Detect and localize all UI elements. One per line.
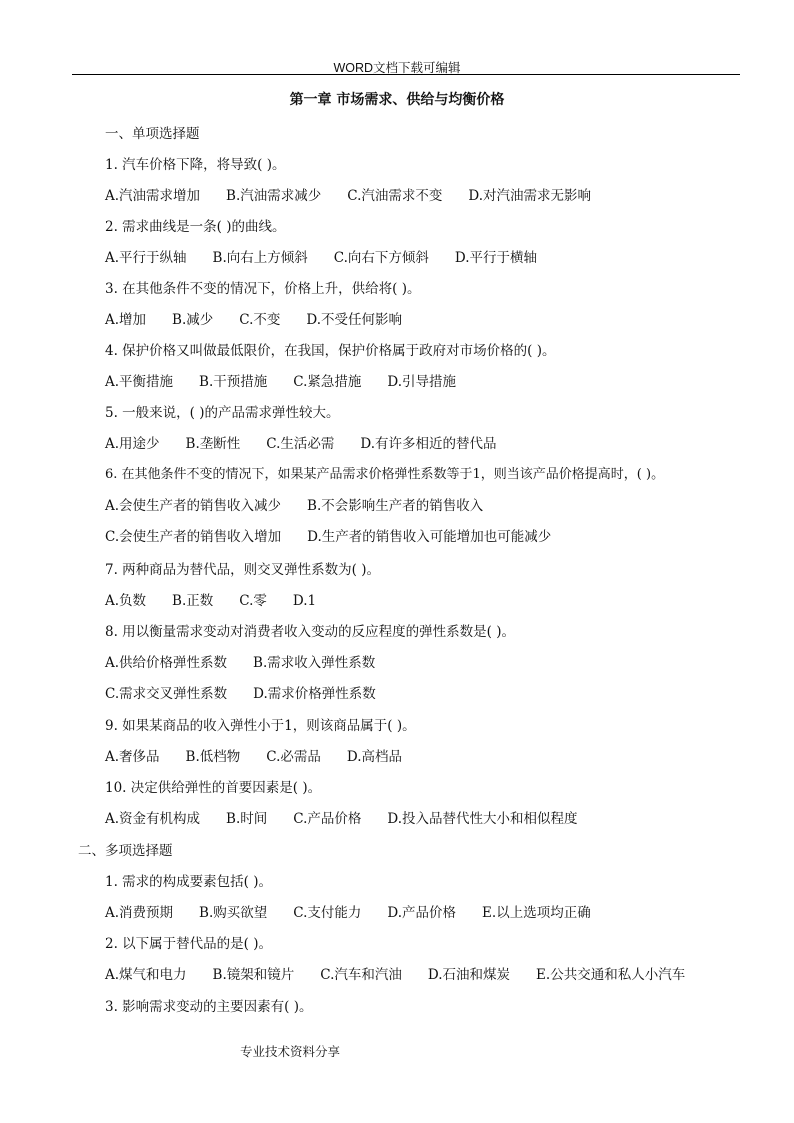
options-row (105, 592, 316, 610)
option: E.公共交通和私人小汽车 (536, 967, 686, 983)
option: D.投入品替代性大小和相似程度 (387, 811, 578, 827)
option: B.低档物 (185, 749, 241, 765)
option: C.产品价格 (293, 811, 362, 827)
option: D.1 (292, 593, 317, 609)
option: B.不会影响生产者的销售收入 (307, 498, 484, 514)
option: A.会使生产者的销售收入减少 (105, 498, 282, 514)
option: D.需求价格弹性系数 (253, 686, 376, 702)
option: A.消费预期 (105, 905, 174, 921)
question-text: 1. 需求的构成要素包括( )。 (105, 874, 272, 890)
option: C.汽油需求不变 (347, 188, 443, 204)
option: E.以上选项均正确 (482, 905, 591, 921)
options-row (105, 249, 537, 267)
question-text: 3. 在其他条件不变的情况下，价格上升，供给将( )。 (105, 281, 421, 297)
option: C.会使生产者的销售收入增加 (105, 529, 282, 545)
options-row (105, 654, 375, 672)
question-text: 3. 影响需求变动的主要因素有( )。 (105, 999, 313, 1015)
option: B.汽油需求减少 (226, 188, 322, 204)
options-row (105, 810, 578, 828)
option: A.奢侈品 (105, 749, 160, 765)
option: A.增加 (105, 312, 147, 328)
section1-heading: 一、单项选择题 (105, 126, 200, 142)
header-rule (72, 74, 740, 75)
option: D.有许多相近的替代品 (360, 436, 497, 452)
option: D.产品价格 (387, 905, 457, 921)
options-row (105, 748, 402, 766)
option: A.煤气和电力 (105, 967, 187, 983)
option: A.平行于纵轴 (105, 250, 187, 266)
option: C.支付能力 (293, 905, 362, 921)
option: D.不受任何影响 (306, 312, 403, 328)
options-row (105, 966, 685, 984)
question-text: 4. 保护价格又叫做最低限价，在我国，保护价格属于政府对市场价格的( )。 (105, 343, 556, 359)
option: A.用途少 (105, 436, 160, 452)
option: B.向右上方倾斜 (212, 250, 308, 266)
option: B.镜架和镜片 (212, 967, 295, 983)
option: C.向右下方倾斜 (333, 250, 429, 266)
option: C.需求交叉弹性系数 (105, 686, 228, 702)
options-row (105, 904, 591, 922)
option: C.紧急措施 (293, 374, 362, 390)
question-text: 9. 如果某商品的收入弹性小于1，则该商品属于( )。 (105, 718, 416, 734)
option: A.供给价格弹性系数 (105, 655, 228, 671)
options-row (105, 685, 376, 703)
option: B.减少 (172, 312, 214, 328)
question-text: 2. 需求曲线是一条( )的曲线。 (105, 219, 286, 235)
option: A.资金有机构成 (105, 811, 201, 827)
option: C.汽车和汽油 (320, 967, 402, 983)
options-row (105, 528, 551, 546)
option: D.高档品 (346, 749, 403, 765)
option: C.生活必需 (266, 436, 335, 452)
option: D.平行于横轴 (454, 250, 538, 266)
option: C.不变 (239, 312, 281, 328)
question-text: 1. 汽车价格下降，将导致( )。 (105, 157, 286, 173)
options-row (105, 373, 456, 391)
options-row (105, 187, 591, 205)
option: B.需求收入弹性系数 (253, 655, 376, 671)
page-header: WORD文档下载可编辑 (333, 61, 461, 75)
question-text: 8. 用以衡量需求变动对消费者收入变动的反应程度的弹性系数是( )。 (105, 624, 515, 640)
option: B.时间 (226, 811, 268, 827)
chapter-title: 第一章 市场需求、供给与均衡价格 (289, 92, 505, 108)
option: D.石油和煤炭 (427, 967, 511, 983)
option: C.必需品 (266, 749, 321, 765)
question-text: 5. 一般来说，( )的产品需求弹性较大。 (105, 405, 340, 421)
question-text: 7. 两种商品为替代品，则交叉弹性系数为( )。 (105, 562, 380, 578)
option: B.干预措施 (199, 374, 268, 390)
question-text: 2. 以下属于替代品的是( )。 (105, 936, 272, 952)
option: C.零 (239, 593, 267, 609)
option: D.生产者的销售收入可能增加也可能减少 (307, 529, 552, 545)
question-text: 6. 在其他条件不变的情况下，如果某产品需求价格弹性系数等于1，则当该产品价格提高时，( )。 (105, 467, 665, 482)
options-row (105, 435, 497, 453)
option: D.引导措施 (387, 374, 457, 390)
option: A.汽油需求增加 (105, 188, 201, 204)
question-text: 10. 决定供给弹性的首要因素是( )。 (105, 780, 322, 796)
option: B.垄断性 (185, 436, 241, 452)
option: A.负数 (105, 593, 147, 609)
page-footer: 专业技术资料分享 (240, 1045, 341, 1059)
section2-heading: 二、多项选择题 (78, 843, 173, 859)
options-row (105, 497, 483, 515)
option: A.平衡措施 (105, 374, 174, 390)
option: B.正数 (172, 593, 214, 609)
option: B.购买欲望 (199, 905, 268, 921)
option: D.对汽油需求无影响 (468, 188, 592, 204)
options-row (105, 311, 402, 329)
